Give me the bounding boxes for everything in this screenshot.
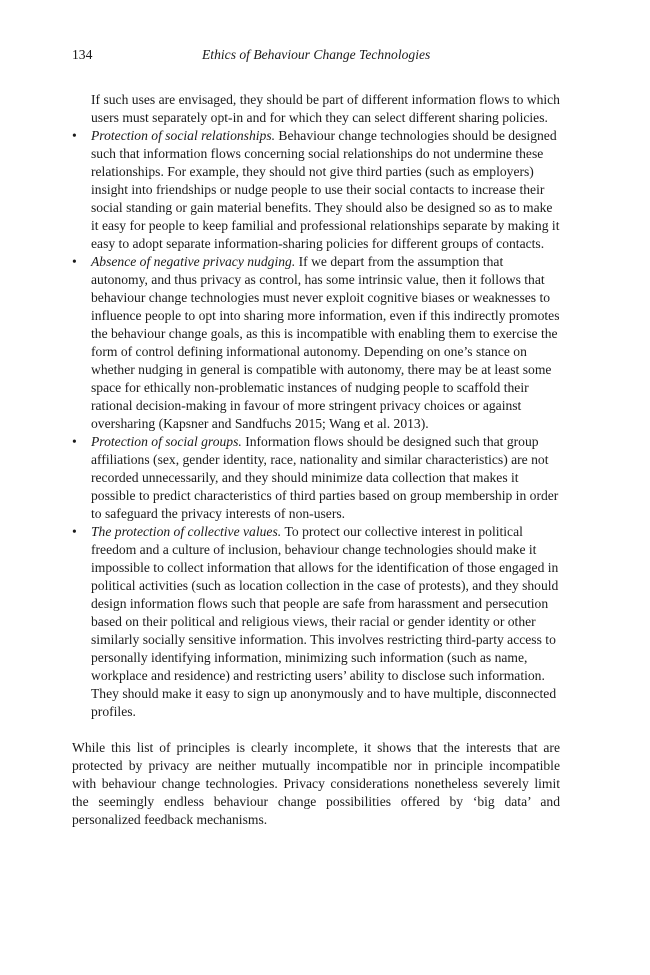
principle-title: Protection of social groups. — [91, 434, 246, 449]
bullet-icon: • — [72, 128, 77, 143]
list-item — [72, 127, 560, 253]
list-item — [72, 523, 560, 721]
principle-text: Behaviour change technologies should be designed such that information flows concerning social relationships do not undermine these relationships. For example, they should not give third parties (such as employers) insight into friendships or nudge people to use their social contacts to increase their social standing or gain material benefits. They should also be designed so as to make it easy for people to keep familial and professional relationships separate by making it easy to adopt separate information-sharing policies for different groups of contacts. — [91, 128, 560, 251]
principle-text: If we depart from the assumption that autonomy, and thus privacy as control, has some intrinsic value, then it follows that behaviour change technologies must never exploit cognitive biases or weaknesses to influence people to opt into sharing more information, even if this indirectly promotes the behaviour change goals, as this is incompatible with enabling them to exercise the form of control defining informational autonomy. Depending on one’s stance on whether nudging in general is compatible with autonomy, there may be at least some space for ethically non-problematic instances of nudging people to scaffold their rational decision-making in favour of more stringent privacy choices or against oversharing (Kapsner and Sandfuchs 2015; Wang et al. 2013). — [91, 254, 560, 431]
principle-title: The protection of collective values. — [91, 524, 285, 539]
page-number: 134 — [72, 47, 93, 62]
page-body — [72, 91, 560, 829]
principle-title: Absence of negative privacy nudging. — [91, 254, 299, 269]
principles-list — [72, 127, 560, 721]
principle-text: Information flows should be designed such that group affiliations (sex, gender identity, race, nationality and similar characteristics) are not recorded unnecessarily, and they should minimize data collection that makes it possible to predict characteristics of third parties based on group membership in order to safeguard the privacy interests of non-users. — [91, 434, 559, 521]
page-header — [72, 47, 560, 67]
bullet-icon: • — [72, 434, 77, 449]
continuation-paragraph: If such uses are envisaged, they should be part of different information flows to which users must separately opt-in and for which they can select different sharing policies. — [91, 92, 560, 125]
principle-text: To protect our collective interest in political freedom and a culture of inclusion, behaviour change technologies should make it impossible to collect information that allows for the identification of those engaged in political activities (such as location collection in the case of protests), and they should design information flows such that people are safe from harassment and persecution based on their political and religious views, their racial or gender identity or other similarly socially sensitive information. This involves restricting third-party access to personally identifying information, minimizing such information (such as name, workplace and residence) and restricting users’ ability to disclose such information. They should make it easy to sign up anonymously and to have multiple, disconnected profiles. — [91, 524, 559, 719]
bullet-icon: • — [72, 524, 77, 539]
closing-paragraph: While this list of principles is clearly incomplete, it shows that the interests that are protected by privacy are neither mutually incompatible nor in principle incompatible with behaviour change technologies. Privacy considerations nonetheless severely limit the seemingly endless behaviour change possibilities offered by ‘big data’ and personalized feedback mechanisms. — [72, 740, 560, 827]
list-item — [72, 253, 560, 433]
running-title: Ethics of Behaviour Change Technologies — [202, 47, 431, 62]
bullet-icon: • — [72, 254, 77, 269]
principle-title: Protection of social relationships. — [91, 128, 279, 143]
list-item — [72, 433, 560, 523]
